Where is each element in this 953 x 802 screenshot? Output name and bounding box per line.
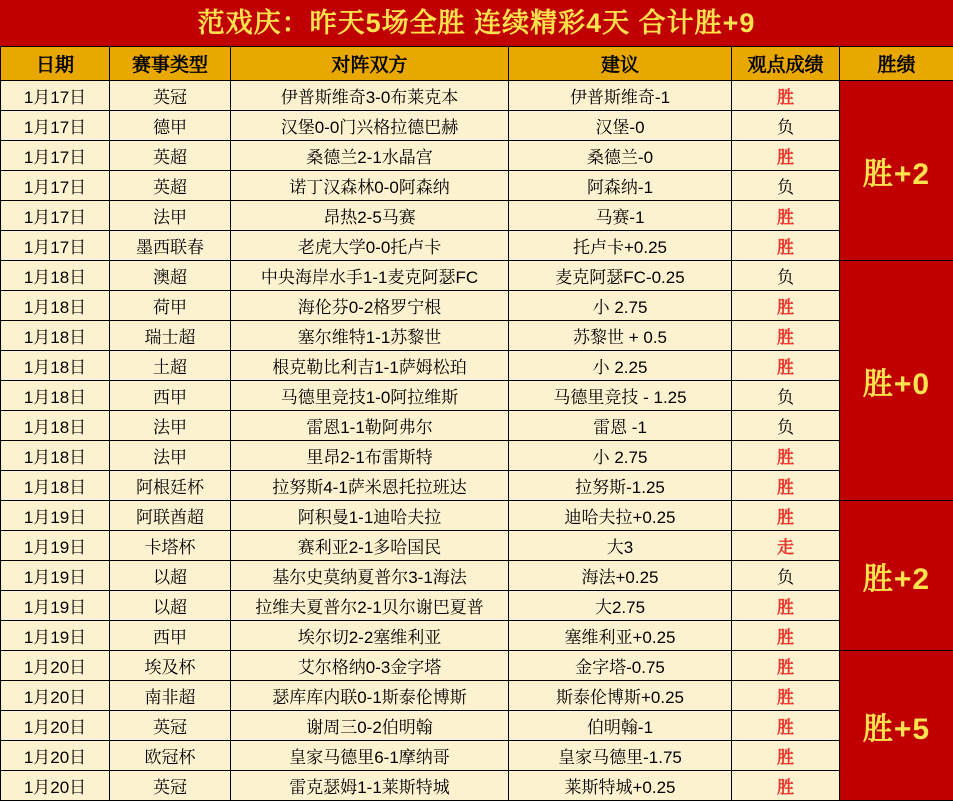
cell-advice: 斯泰伦博斯+0.25 — [509, 681, 732, 711]
table-row — [1, 651, 953, 681]
cell-advice: 莱斯特城+0.25 — [509, 771, 732, 801]
cell-result: 负 — [732, 171, 840, 201]
cell-type: 阿联酋超 — [110, 501, 231, 531]
cell-date: 1月18日 — [1, 351, 110, 381]
table-body — [1, 81, 953, 801]
table-row — [1, 471, 953, 501]
cell-type: 西甲 — [110, 381, 231, 411]
column-header-date: 日期 — [1, 47, 110, 81]
cell-date: 1月20日 — [1, 771, 110, 801]
cell-result: 胜 — [732, 201, 840, 231]
table-row — [1, 501, 953, 531]
cell-match: 埃尔切2-2塞维利亚 — [231, 621, 509, 651]
cell-advice: 塞维利亚+0.25 — [509, 621, 732, 651]
cell-advice: 雷恩 -1 — [509, 411, 732, 441]
table-row — [1, 201, 953, 231]
cell-date: 1月17日 — [1, 111, 110, 141]
cell-result: 胜 — [732, 321, 840, 351]
cell-date: 1月19日 — [1, 621, 110, 651]
cell-result: 胜 — [732, 81, 840, 111]
cell-match: 拉努斯4-1萨米恩托拉班达 — [231, 471, 509, 501]
cell-match: 根克勒比利吉1-1萨姆松珀 — [231, 351, 509, 381]
cell-match: 诺丁汉森林0-0阿森纳 — [231, 171, 509, 201]
table-row — [1, 681, 953, 711]
cell-date: 1月18日 — [1, 261, 110, 291]
header-row — [1, 47, 953, 81]
cell-advice: 麦克阿瑟FC-0.25 — [509, 261, 732, 291]
cell-type: 英超 — [110, 171, 231, 201]
table-row — [1, 771, 953, 801]
cell-type: 荷甲 — [110, 291, 231, 321]
cell-result: 胜 — [732, 441, 840, 471]
cell-advice: 汉堡-0 — [509, 111, 732, 141]
cell-type: 墨西联春 — [110, 231, 231, 261]
cell-result: 胜 — [732, 651, 840, 681]
cell-result: 胜 — [732, 351, 840, 381]
cell-result: 负 — [732, 111, 840, 141]
table-row — [1, 591, 953, 621]
cell-date: 1月20日 — [1, 681, 110, 711]
cell-match: 老虎大学0-0托卢卡 — [231, 231, 509, 261]
cell-date: 1月18日 — [1, 291, 110, 321]
cell-total-score: 胜+2 — [840, 81, 953, 261]
cell-date: 1月18日 — [1, 321, 110, 351]
cell-date: 1月18日 — [1, 411, 110, 441]
cell-type: 英超 — [110, 141, 231, 171]
cell-type: 西甲 — [110, 621, 231, 651]
cell-date: 1月17日 — [1, 231, 110, 261]
cell-match: 瑟库库内联0-1斯泰伦博斯 — [231, 681, 509, 711]
cell-result: 胜 — [732, 591, 840, 621]
cell-type: 南非超 — [110, 681, 231, 711]
cell-type: 英冠 — [110, 81, 231, 111]
table-row — [1, 621, 953, 651]
cell-type: 英冠 — [110, 771, 231, 801]
cell-match: 塞尔维特1-1苏黎世 — [231, 321, 509, 351]
cell-date: 1月18日 — [1, 471, 110, 501]
cell-advice: 马赛-1 — [509, 201, 732, 231]
cell-date: 1月17日 — [1, 81, 110, 111]
column-header-match: 对阵双方 — [231, 47, 509, 81]
cell-advice: 托卢卡+0.25 — [509, 231, 732, 261]
cell-result: 胜 — [732, 621, 840, 651]
cell-total-score: 胜+2 — [840, 501, 953, 651]
table-row — [1, 531, 953, 561]
cell-type: 以超 — [110, 561, 231, 591]
cell-advice: 阿森纳-1 — [509, 171, 732, 201]
table-row — [1, 231, 953, 261]
cell-match: 里昂2-1布雷斯特 — [231, 441, 509, 471]
cell-match: 谢周三0-2伯明翰 — [231, 711, 509, 741]
table-row — [1, 291, 953, 321]
cell-type: 德甲 — [110, 111, 231, 141]
cell-match: 桑德兰2-1水晶宫 — [231, 141, 509, 171]
cell-result: 胜 — [732, 471, 840, 501]
cell-result: 走 — [732, 531, 840, 561]
cell-date: 1月18日 — [1, 441, 110, 471]
table-row — [1, 81, 953, 111]
cell-type: 土超 — [110, 351, 231, 381]
page-title: 范戏庆：昨天5场全胜 连续精彩4天 合计胜+9 — [0, 0, 953, 46]
cell-total-score: 胜+5 — [840, 651, 953, 801]
cell-type: 法甲 — [110, 201, 231, 231]
cell-match: 海伦芬0-2格罗宁根 — [231, 291, 509, 321]
cell-type: 法甲 — [110, 411, 231, 441]
column-header-type: 赛事类型 — [110, 47, 231, 81]
cell-date: 1月20日 — [1, 651, 110, 681]
cell-date: 1月19日 — [1, 591, 110, 621]
cell-type: 卡塔杯 — [110, 531, 231, 561]
cell-match: 雷恩1-1勒阿弗尔 — [231, 411, 509, 441]
cell-type: 阿根廷杯 — [110, 471, 231, 501]
cell-advice: 马德里竞技 - 1.25 — [509, 381, 732, 411]
cell-result: 胜 — [732, 711, 840, 741]
cell-result: 胜 — [732, 231, 840, 261]
cell-result: 胜 — [732, 741, 840, 771]
cell-match: 基尔史莫纳夏普尔3-1海法 — [231, 561, 509, 591]
table-row — [1, 171, 953, 201]
cell-date: 1月19日 — [1, 561, 110, 591]
cell-date: 1月17日 — [1, 201, 110, 231]
table-row — [1, 261, 953, 291]
cell-advice: 小 2.25 — [509, 351, 732, 381]
cell-match: 艾尔格纳0-3金字塔 — [231, 651, 509, 681]
cell-result: 负 — [732, 261, 840, 291]
cell-type: 法甲 — [110, 441, 231, 471]
cell-result: 负 — [732, 561, 840, 591]
cell-result: 负 — [732, 411, 840, 441]
cell-advice: 金字塔-0.75 — [509, 651, 732, 681]
cell-result: 胜 — [732, 291, 840, 321]
cell-advice: 伯明翰-1 — [509, 711, 732, 741]
results-table — [0, 46, 953, 801]
cell-date: 1月17日 — [1, 141, 110, 171]
cell-match: 中央海岸水手1-1麦克阿瑟FC — [231, 261, 509, 291]
cell-advice: 海法+0.25 — [509, 561, 732, 591]
cell-advice: 伊普斯维奇-1 — [509, 81, 732, 111]
cell-advice: 小 2.75 — [509, 291, 732, 321]
table-row — [1, 321, 953, 351]
table-row — [1, 441, 953, 471]
cell-advice: 小 2.75 — [509, 441, 732, 471]
cell-result: 胜 — [732, 501, 840, 531]
column-header-advice: 建议 — [509, 47, 732, 81]
cell-date: 1月19日 — [1, 531, 110, 561]
cell-match: 拉维夫夏普尔2-1贝尔谢巴夏普 — [231, 591, 509, 621]
table-row — [1, 711, 953, 741]
cell-date: 1月20日 — [1, 711, 110, 741]
cell-match: 马德里竞技1-0阿拉维斯 — [231, 381, 509, 411]
cell-type: 以超 — [110, 591, 231, 621]
cell-total-score: 胜+0 — [840, 261, 953, 501]
cell-advice: 皇家马德里-1.75 — [509, 741, 732, 771]
cell-match: 昂热2-5马赛 — [231, 201, 509, 231]
table-row — [1, 741, 953, 771]
cell-advice: 苏黎世 + 0.5 — [509, 321, 732, 351]
cell-type: 欧冠杯 — [110, 741, 231, 771]
table-row — [1, 351, 953, 381]
cell-result: 胜 — [732, 771, 840, 801]
column-header-total: 胜绩 — [840, 47, 953, 81]
cell-result: 胜 — [732, 141, 840, 171]
cell-type: 澳超 — [110, 261, 231, 291]
table-row — [1, 141, 953, 171]
cell-advice: 迪哈夫拉+0.25 — [509, 501, 732, 531]
cell-match: 雷克瑟姆1-1莱斯特城 — [231, 771, 509, 801]
table-row — [1, 111, 953, 141]
cell-type: 瑞士超 — [110, 321, 231, 351]
cell-type: 埃及杯 — [110, 651, 231, 681]
cell-match: 赛利亚2-1多哈国民 — [231, 531, 509, 561]
cell-match: 皇家马德里6-1摩纳哥 — [231, 741, 509, 771]
column-header-result: 观点成绩 — [732, 47, 840, 81]
cell-date: 1月17日 — [1, 171, 110, 201]
table-row — [1, 411, 953, 441]
cell-result: 负 — [732, 381, 840, 411]
table-header — [1, 47, 953, 81]
cell-date: 1月18日 — [1, 381, 110, 411]
cell-result: 胜 — [732, 681, 840, 711]
cell-match: 伊普斯维奇3-0布莱克本 — [231, 81, 509, 111]
cell-match: 汉堡0-0门兴格拉德巴赫 — [231, 111, 509, 141]
cell-advice: 拉努斯-1.25 — [509, 471, 732, 501]
cell-date: 1月19日 — [1, 501, 110, 531]
table-row — [1, 561, 953, 591]
cell-date: 1月20日 — [1, 741, 110, 771]
cell-advice: 大3 — [509, 531, 732, 561]
cell-type: 英冠 — [110, 711, 231, 741]
cell-advice: 桑德兰-0 — [509, 141, 732, 171]
cell-advice: 大2.75 — [509, 591, 732, 621]
table-row — [1, 381, 953, 411]
cell-match: 阿积曼1-1迪哈夫拉 — [231, 501, 509, 531]
